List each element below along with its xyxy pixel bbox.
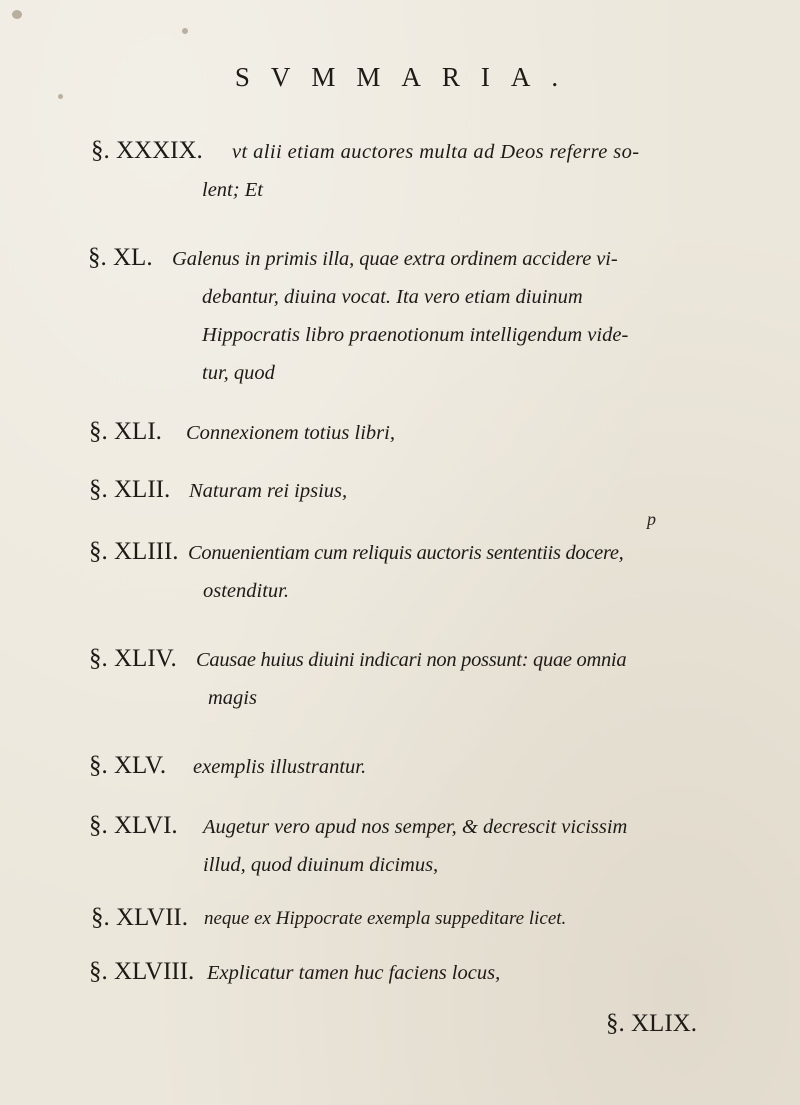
text-line: magis — [208, 687, 257, 709]
text-line: Conuenientiam cum reliquis auctoris sententiis docere, — [188, 542, 624, 564]
text-line: ostenditur. — [203, 580, 289, 602]
entry-text — [189, 472, 347, 510]
ink-spot — [182, 28, 188, 34]
text-line: exemplis illustrantur. — [193, 756, 367, 778]
entry-text — [203, 808, 627, 884]
section-number: §. XXXIX. — [91, 137, 203, 164]
text-line: neque ex Hippocrate exempla suppeditare licet. — [204, 908, 567, 929]
section-number: §. XLVII. — [91, 904, 188, 931]
ink-spot — [12, 10, 22, 19]
text-line: Hippocratis libro praenotionum intelligendum vide- — [202, 324, 629, 346]
section-number: §. XLII. — [89, 476, 171, 503]
text-line: Galenus in primis illa, quae extra ordinem accidere vi- — [172, 248, 618, 270]
ink-spot — [58, 94, 63, 99]
text-line: Connexionem totius libri, — [186, 422, 395, 444]
text-line: illud, quod diuinum dicimus, — [203, 854, 439, 876]
stray-mark: p — [647, 509, 656, 529]
section-number: §. XLVI. — [89, 812, 178, 839]
entry-text — [188, 534, 624, 610]
text-line: vt alii etiam auctores multa ad Deos referre so- — [232, 141, 640, 163]
entry-text — [202, 133, 640, 209]
text-line: Explicatur tamen huc faciens locus, — [207, 962, 501, 984]
catchword: §. XLIX. — [606, 1010, 697, 1037]
section-number: §. XLIV. — [89, 645, 177, 672]
section-number: §. XLIII. — [89, 538, 179, 565]
section-number: §. XL. — [88, 244, 153, 271]
entry-text — [196, 641, 626, 717]
section-number: §. XLVIII. — [89, 958, 195, 985]
page-header: SVMMARIA. — [234, 62, 580, 92]
text-line: Augetur vero apud nos semper, & decrescit vicissim — [203, 816, 628, 838]
text-line: debantur, diuina vocat. Ita vero etiam diuinum — [202, 286, 583, 308]
section-number: §. XLV. — [89, 752, 167, 779]
text-line: lent; Et — [202, 179, 263, 201]
entry-text — [207, 954, 500, 992]
entry-text — [204, 900, 566, 938]
entry-text — [193, 748, 366, 786]
text-line: tur, quod — [202, 362, 275, 384]
entry-text — [172, 240, 628, 392]
text-line: Naturam rei ipsius, — [189, 480, 348, 502]
text-line: Causae huius diuini indicari non possunt: quae omnia — [196, 649, 627, 671]
section-number: §. XLI. — [89, 418, 162, 445]
entry-text — [186, 414, 395, 452]
